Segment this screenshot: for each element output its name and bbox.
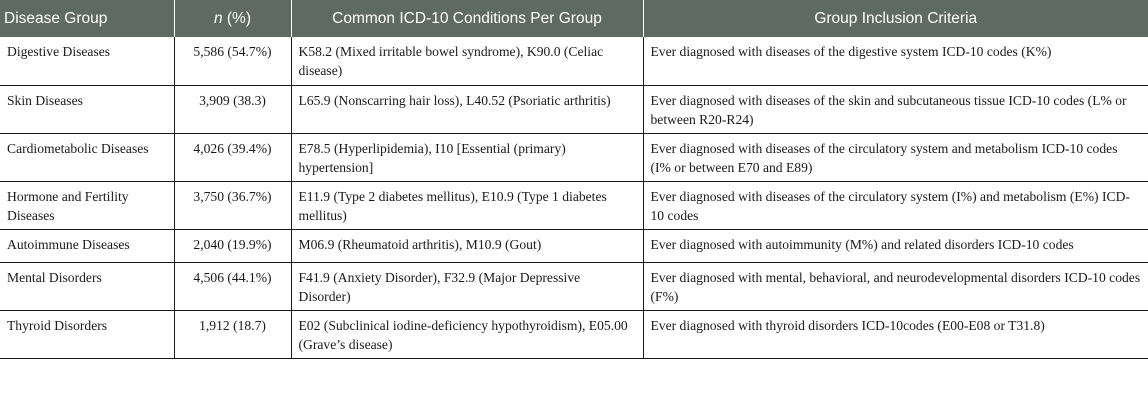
cell-disease-group: Digestive Diseases xyxy=(0,37,174,85)
cell-criteria: Ever diagnosed with thyroid disorders ICD-10codes (E00-E08 or T31.8) xyxy=(643,310,1148,358)
header-conditions: Common ICD-10 Conditions Per Group xyxy=(291,0,643,37)
table-row xyxy=(0,85,1148,133)
cell-criteria: Ever diagnosed with diseases of the digestive system ICD-10 codes (K%) xyxy=(643,37,1148,85)
header-row xyxy=(0,0,1148,37)
cell-disease-group: Autoimmune Diseases xyxy=(0,229,174,262)
table-row xyxy=(0,262,1148,310)
cell-disease-group: Mental Disorders xyxy=(0,262,174,310)
cell-conditions: E78.5 (Hyperlipidemia), I10 [Essential (primary) hypertension] xyxy=(291,133,643,181)
table-row xyxy=(0,310,1148,358)
cell-criteria: Ever diagnosed with diseases of the circulatory system and metabolism ICD-10 codes (I% or between E70 and E89) xyxy=(643,133,1148,181)
cell-disease-group: Thyroid Disorders xyxy=(0,310,174,358)
cell-criteria: Ever diagnosed with mental, behavioral, and neurodevelopmental disorders ICD-10 codes (F%) xyxy=(643,262,1148,310)
cell-disease-group: Cardiometabolic Diseases xyxy=(0,133,174,181)
cell-conditions: K58.2 (Mixed irritable bowel syndrome), K90.0 (Celiac disease) xyxy=(291,37,643,85)
cell-conditions: F41.9 (Anxiety Disorder), F32.9 (Major Depressive Disorder) xyxy=(291,262,643,310)
cell-disease-group: Skin Diseases xyxy=(0,85,174,133)
header-disease-group: Disease Group xyxy=(0,0,174,37)
cell-criteria: Ever diagnosed with diseases of the circulatory system (I%) and metabolism (E%) ICD-10 codes xyxy=(643,181,1148,229)
cell-conditions: L65.9 (Nonscarring hair loss), L40.52 (Psoriatic arthritis) xyxy=(291,85,643,133)
cell-conditions: E11.9 (Type 2 diabetes mellitus), E10.9 (Type 1 diabetes mellitus) xyxy=(291,181,643,229)
cell-n-percent: 2,040 (19.9%) xyxy=(174,229,291,262)
table-row xyxy=(0,133,1148,181)
table-row xyxy=(0,229,1148,262)
header-n-italic: n xyxy=(213,9,223,27)
cell-criteria: Ever diagnosed with diseases of the skin and subcutaneous tissue ICD-10 codes (L% or between R20-R24) xyxy=(643,85,1148,133)
cell-n-percent: 5,586 (54.7%) xyxy=(174,37,291,85)
cell-conditions: M06.9 (Rheumatoid arthritis), M10.9 (Gout) xyxy=(291,229,643,262)
header-percent: (%) xyxy=(222,9,252,27)
table-row xyxy=(0,181,1148,229)
cell-conditions: E02 (Subclinical iodine-deficiency hypothyroidism), E05.00 (Grave’s disease) xyxy=(291,310,643,358)
cell-criteria: Ever diagnosed with autoimmunity (M%) and related disorders ICD-10 codes xyxy=(643,229,1148,262)
cell-n-percent: 4,026 (39.4%) xyxy=(174,133,291,181)
table-header xyxy=(0,0,1148,37)
cell-n-percent: 3,909 (38.3) xyxy=(174,85,291,133)
header-criteria: Group Inclusion Criteria xyxy=(643,0,1148,37)
table-row xyxy=(0,37,1148,85)
table-body xyxy=(0,37,1148,358)
cell-disease-group: Hormone and Fertility Diseases xyxy=(0,181,174,229)
cell-n-percent: 4,506 (44.1%) xyxy=(174,262,291,310)
header-n-percent xyxy=(174,0,291,37)
cell-n-percent: 1,912 (18.7) xyxy=(174,310,291,358)
cell-n-percent: 3,750 (36.7%) xyxy=(174,181,291,229)
